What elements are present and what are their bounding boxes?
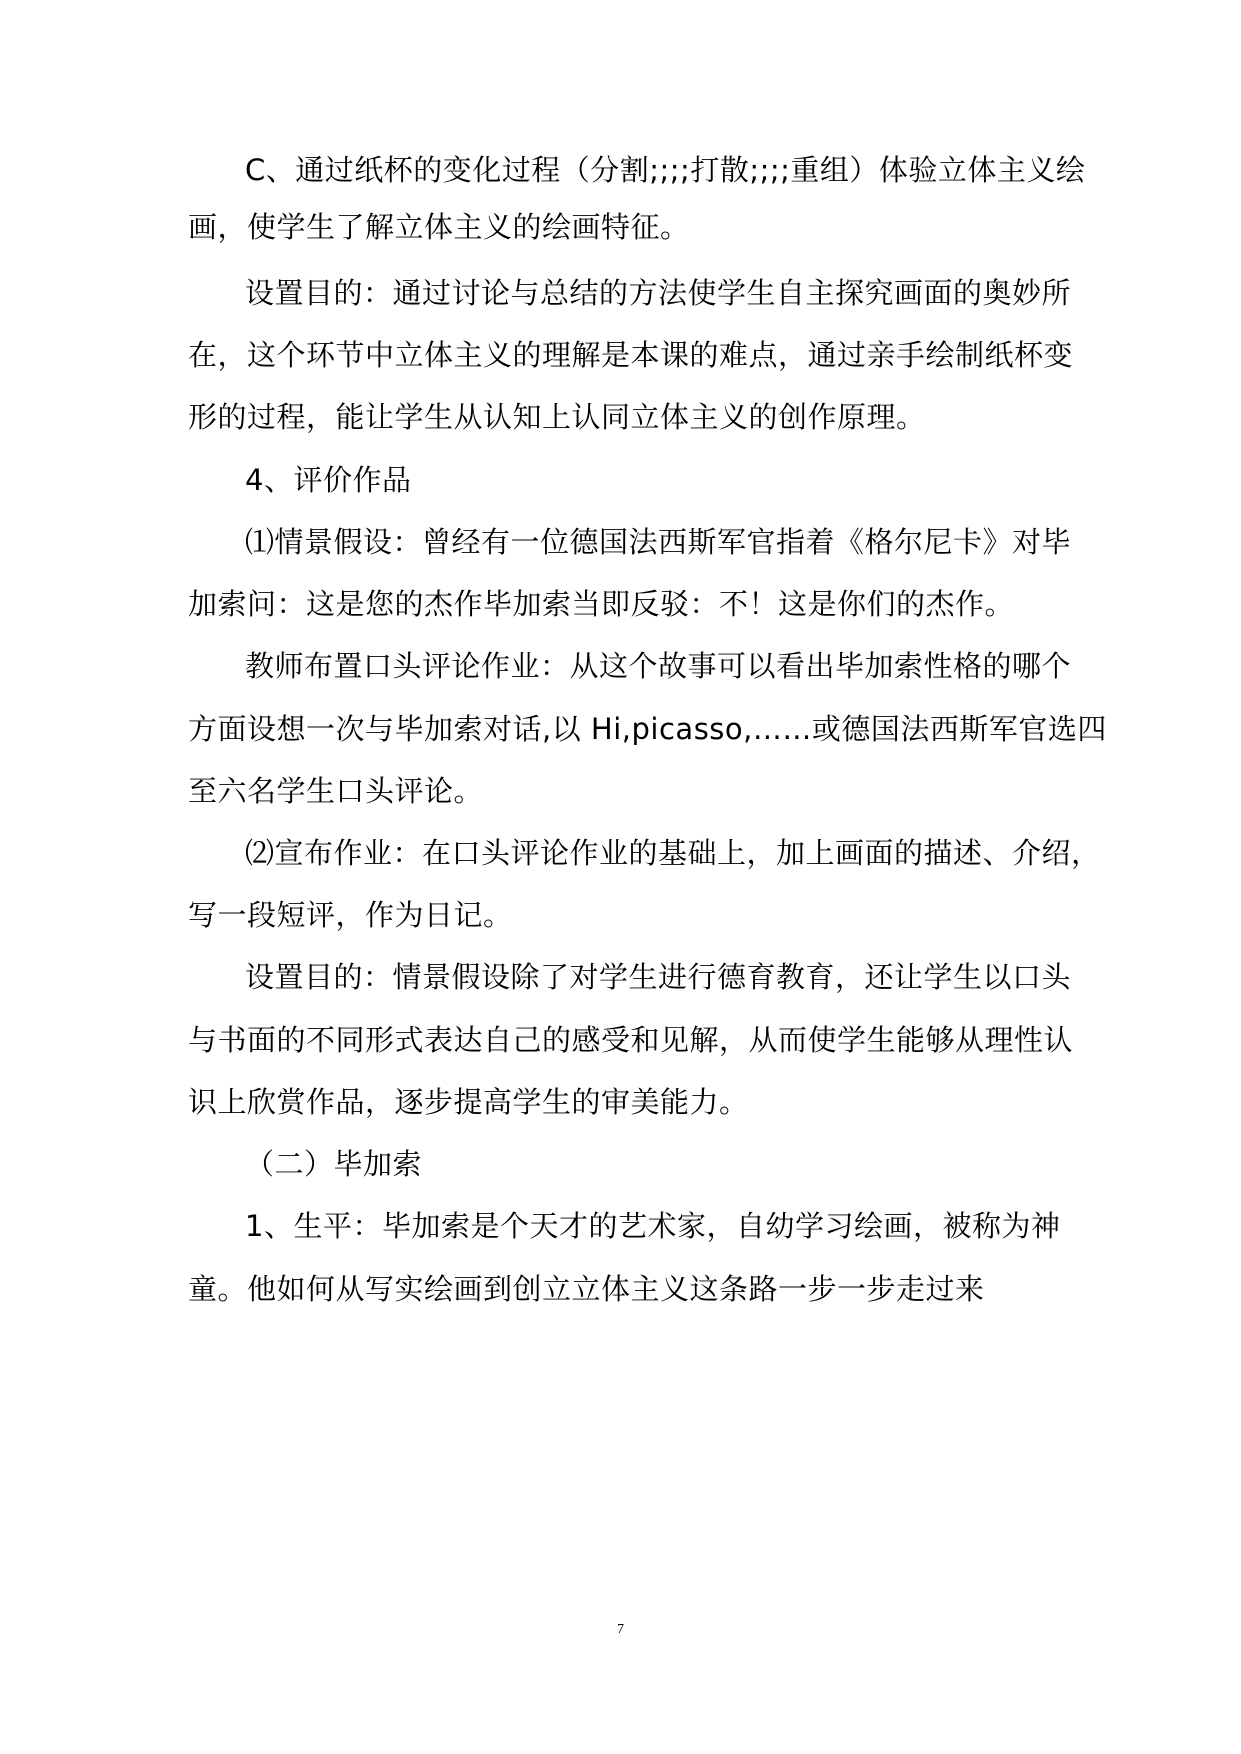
text-line: 教师布置口头评论作业：从这个故事可以看出毕加索性格的哪个 [245, 649, 1072, 683]
text-line: ⑴情景假设：曾经有一位德国法西斯军官指着《格尔尼卡》对毕 [245, 525, 1072, 559]
text-line: C、通过纸杯的变化过程（分割;;;;打散;;;;重组）体验立体主义绘 [245, 153, 1086, 187]
text-line: 与书面的不同形式表达自己的感受和见解，从而使学生能够从理性认 [188, 1023, 1074, 1057]
text-line: 至六名学生口头评论。 [188, 774, 484, 808]
text-line: 识上欣赏作品，逐步提高学生的审美能力。 [188, 1085, 749, 1119]
text-line: 形的过程，能让学生从认知上认同立体主义的创作原理。 [188, 400, 926, 434]
section-heading: （二）毕加索 [245, 1147, 423, 1181]
text-line: ⑵宣布作业：在口头评论作业的基础上，加上画面的描述、介绍， [245, 836, 1101, 870]
text-line: 在，这个环节中立体主义的理解是本课的难点，通过亲手绘制纸杯变 [188, 338, 1074, 372]
text-line: 方面设想一次与毕加索对话,以 Hi,picasso,……或德国法西斯军官选四 [188, 712, 1107, 746]
section-heading: 4、评价作品 [245, 463, 412, 497]
text-line: 加索问：这是您的杰作毕加索当即反驳：不！这是你们的杰作。 [188, 587, 1015, 621]
text-line: 1、生平：毕加索是个天才的艺术家，自幼学习绘画，被称为神 [245, 1209, 1061, 1243]
text-line: 设置目的：情景假设除了对学生进行德育教育，还让学生以口头 [245, 960, 1072, 994]
text-line: 写一段短评，作为日记。 [188, 898, 513, 932]
page-number: 7 [617, 1622, 624, 1637]
text-line: 童。他如何从写实绘画到创立立体主义这条路一步一步走过来 [188, 1272, 985, 1306]
text-line: 设置目的：通过讨论与总结的方法使学生自主探究画面的奥妙所 [245, 276, 1072, 310]
text-line: 画，使学生了解立体主义的绘画特征。 [188, 210, 690, 244]
